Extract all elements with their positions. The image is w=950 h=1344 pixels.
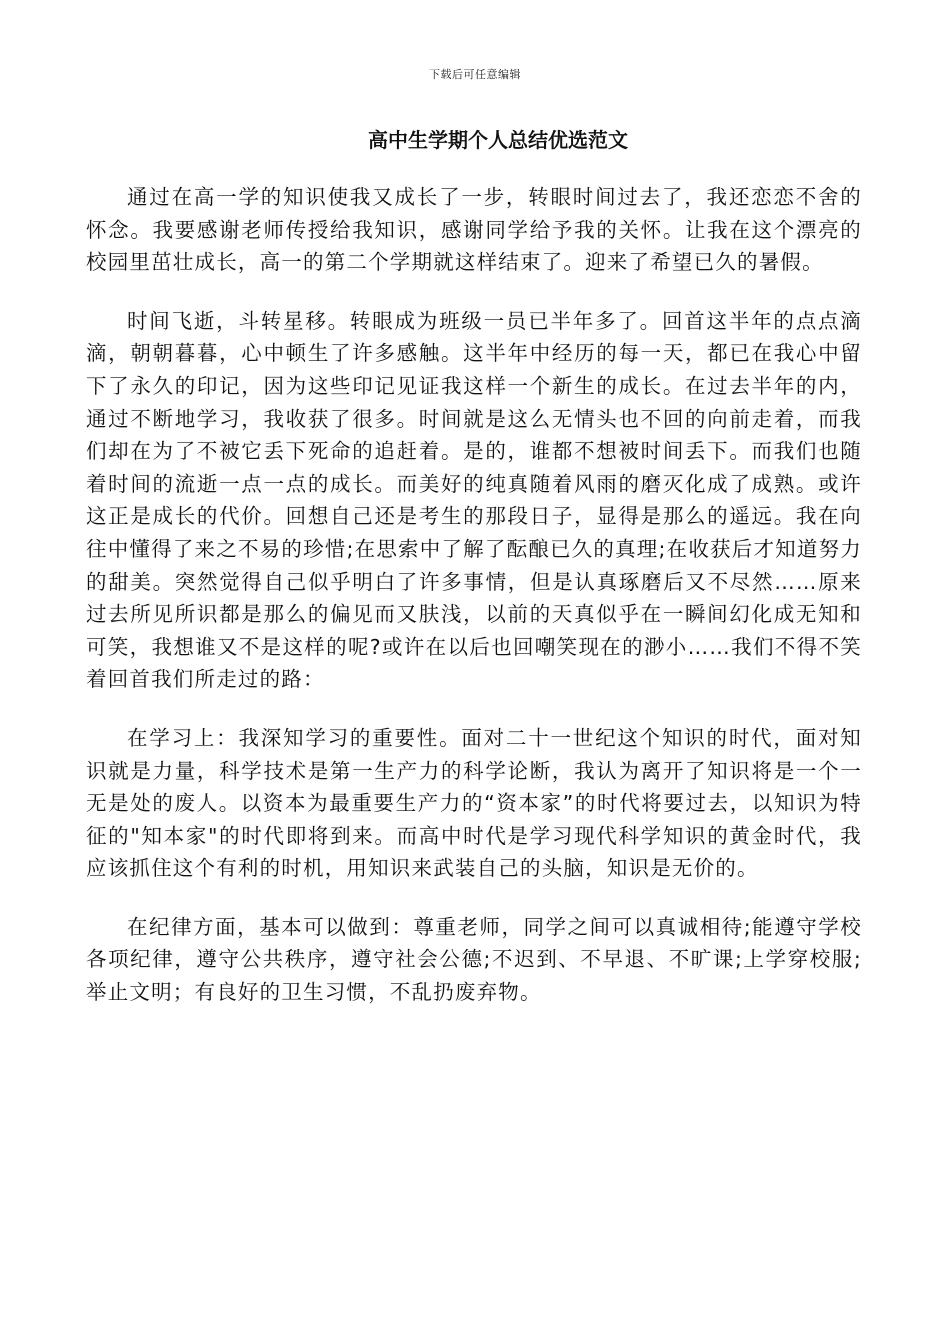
- document-body: [86, 181, 862, 1035]
- paragraph-discipline: 在纪律方面，基本可以做到：尊重老师，同学之间可以真诚相待;能遵守学校各项纪律，遵守公共秩序，遵守社会公德;不迟到、不早退、不旷课;上学穿校服;举止文明；有良好的卫生习惯，不乱扔废弃物。: [86, 914, 862, 1005]
- header-note: 下载后可任意编辑: [429, 68, 521, 81]
- paragraph-intro: 通过在高一学的知识使我又成长了一步，转眼时间过去了，我还恋恋不舍的怀念。我要感谢老师传授给我知识，感谢同学给予我的关怀。让我在这个漂亮的校园里茁壮成长，高一的第二个学期就这样结束了。迎来了希望已久的暑假。: [86, 185, 862, 275]
- paragraph-study: 在学习上：我深知学习的重要性。面对二十一世纪这个知识的时代，面对知识就是力量，科学技术是第一生产力的科学论断，我认为离开了知识将是一个一无是处的废人。以资本为最重要生产力的“资本家”的时代将要过去，以知识为特征的"知本家"的时代即将到来。而高中时代是学习现代科学知识的黄金时代，我应该抓住这个有利的时机，用知识来武装自己的头脑，知识是无价的。: [86, 725, 862, 881]
- paragraph-reflection: 时间飞逝，斗转星移。转眼成为班级一员已半年多了。回首这半年的点点滴滴，朝朝暮暮，心中顿生了许多感触。这半年中经历的每一天，都已在我心中留下了永久的印记，因为这些印记见证我这样一个新生的成长。在过去半年的内，通过不断地学习，我收获了很多。时间就是这么无情头也不回的向前走着，而我们却在为了不被它丢下死命的追赶着。是的，谁都不想被时间丢下。而我们也随着时间的流逝一点一点的成长。而美好的纯真随着风雨的磨灭化成了成熟。或许这正是成长的代价。回想自己还是考生的那段日子，显得是那么的遥远。我在向往中懂得了来之不易的珍惜;在思索中了解了酝酿已久的真理;在收获后才知道努力的甜美。突然觉得自己似乎明白了许多事情，但是认真琢磨后又不尽然……原来过去所见所识都是那么的偏见而又肤浅，以前的天真似乎在一瞬间幻化成无知和可笑，我想谁又不是这样的呢?或许在以后也回嘲笑现在的渺小……我们不得不笑着回首我们所走过的路：: [86, 308, 862, 692]
- document-title: 高中生学期个人总结优选范文: [368, 128, 628, 152]
